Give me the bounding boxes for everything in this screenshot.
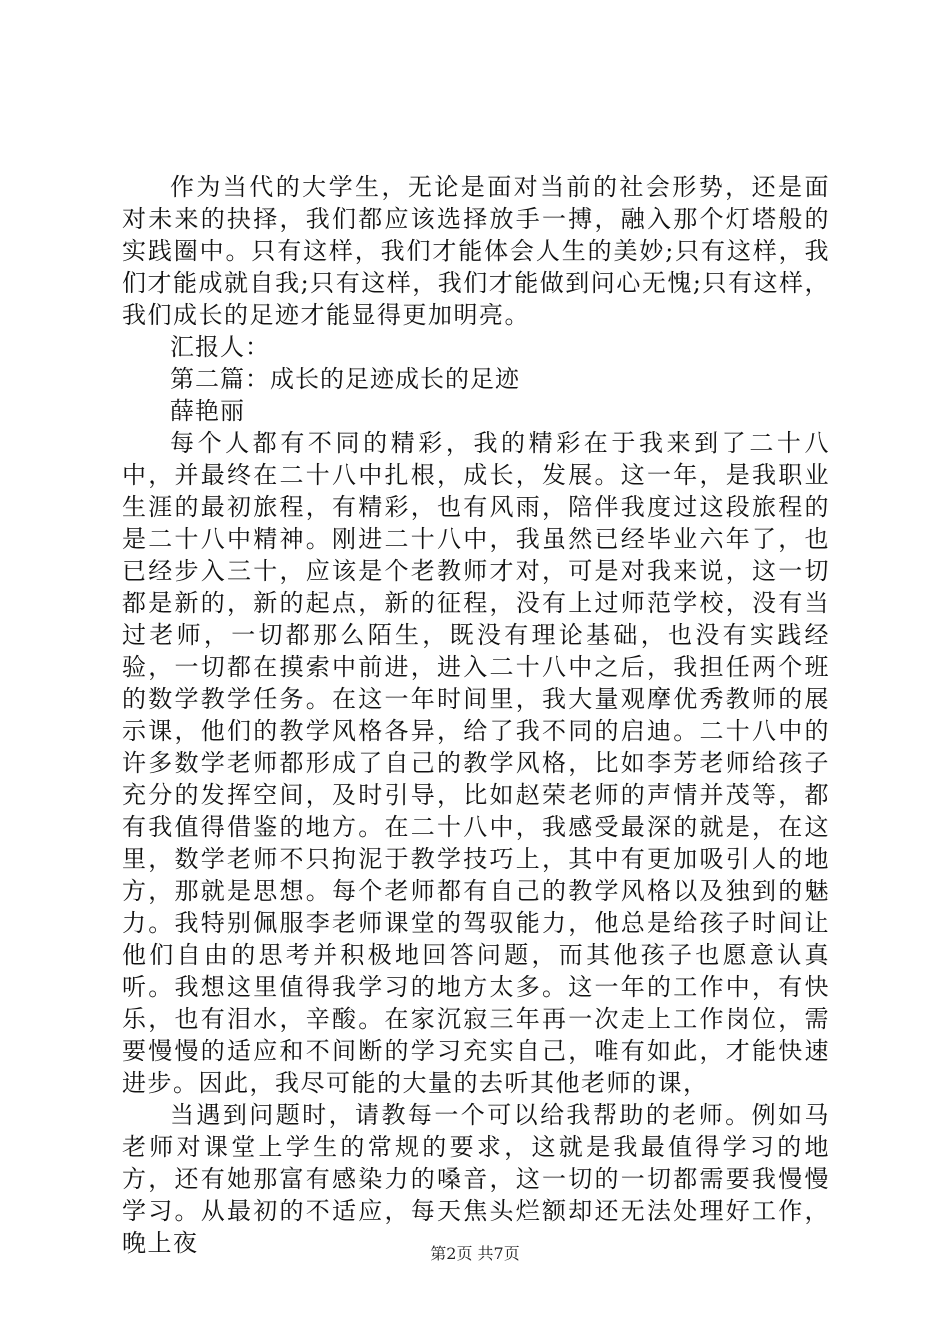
paragraph-learning: 当遇到问题时，请教每一个可以给我帮助的老师。例如马老师对课堂上学生的常规的要求，这就是我最值得学习的地方，还有她那富有感染力的嗓音，这一切的一切都需要我慢慢学习。从最初的不适应，每天焦头烂额却还无法处理好工作，晚上夜	[122, 1101, 830, 1257]
section-heading: 第二篇：成长的足迹成长的足迹	[170, 365, 520, 393]
author-name: 薛艳丽	[170, 397, 245, 425]
document-body	[122, 171, 830, 1259]
paragraph-career: 每个人都有不同的精彩，我的精彩在于我来到了二十八中，并最终在二十八中扎根，成长，发展。这一年，是我职业生涯的最初旅程，有精彩，也有风雨，陪伴我度过这段旅程的是二十八中精神。刚进二十八中，我虽然已经毕业六年了，也已经步入三十，应该是个老教师才对，可是对我来说，这一切都是新的，新的起点，新的征程，没有上过师范学校，没有当过老师，一切都那么陌生，既没有理论基础，也没有实践经验，一切都在摸索中前进，进入二十八中之后，我担任两个班的数学教学任务。在这一年时间里，我大量观摩优秀教师的展示课，他们的教学风格各异，给了我不同的启迪。二十八中的许多数学老师都形成了自己的教学风格，比如李芳老师给孩子充分的发挥空间，及时引导，比如赵荣老师的声情并茂等，都有我值得借鉴的地方。在二十八中，我感受最深的就是，在这里，数学老师不只拘泥于教学技巧上，其中有更加吸引人的地方，那就是思想。每个老师都有自己的教学风格以及独到的魅力。我特别佩服李老师课堂的驾驭能力，他总是给孩子时间让他们自由的思考并积极地回答问题，而其他孩子也愿意认真听。我想这里值得我学习的地方太多。这一年的工作中，有快乐，也有泪水，辛酸。在家沉寂三年再一次走上工作岗位，需要慢慢的适应和不间断的学习充实自己，唯有如此，才能快速进步。因此，我尽可能的大量的去听其他老师的课，	[122, 429, 830, 1097]
reporter-label: 汇报人：	[170, 333, 270, 361]
page-number-footer: 第2页 共7页	[430, 1244, 520, 1263]
paragraph-practice: 作为当代的大学生，无论是面对当前的社会形势，还是面对未来的抉择，我们都应该选择放手一搏，融入那个灯塔般的实践圈中。只有这样，我们才能体会人生的美妙;只有这样，我们才能成就自我;只有这样，我们才能做到问心无愧;只有这样，我们成长的足迹才能显得更加明亮。	[122, 173, 830, 329]
